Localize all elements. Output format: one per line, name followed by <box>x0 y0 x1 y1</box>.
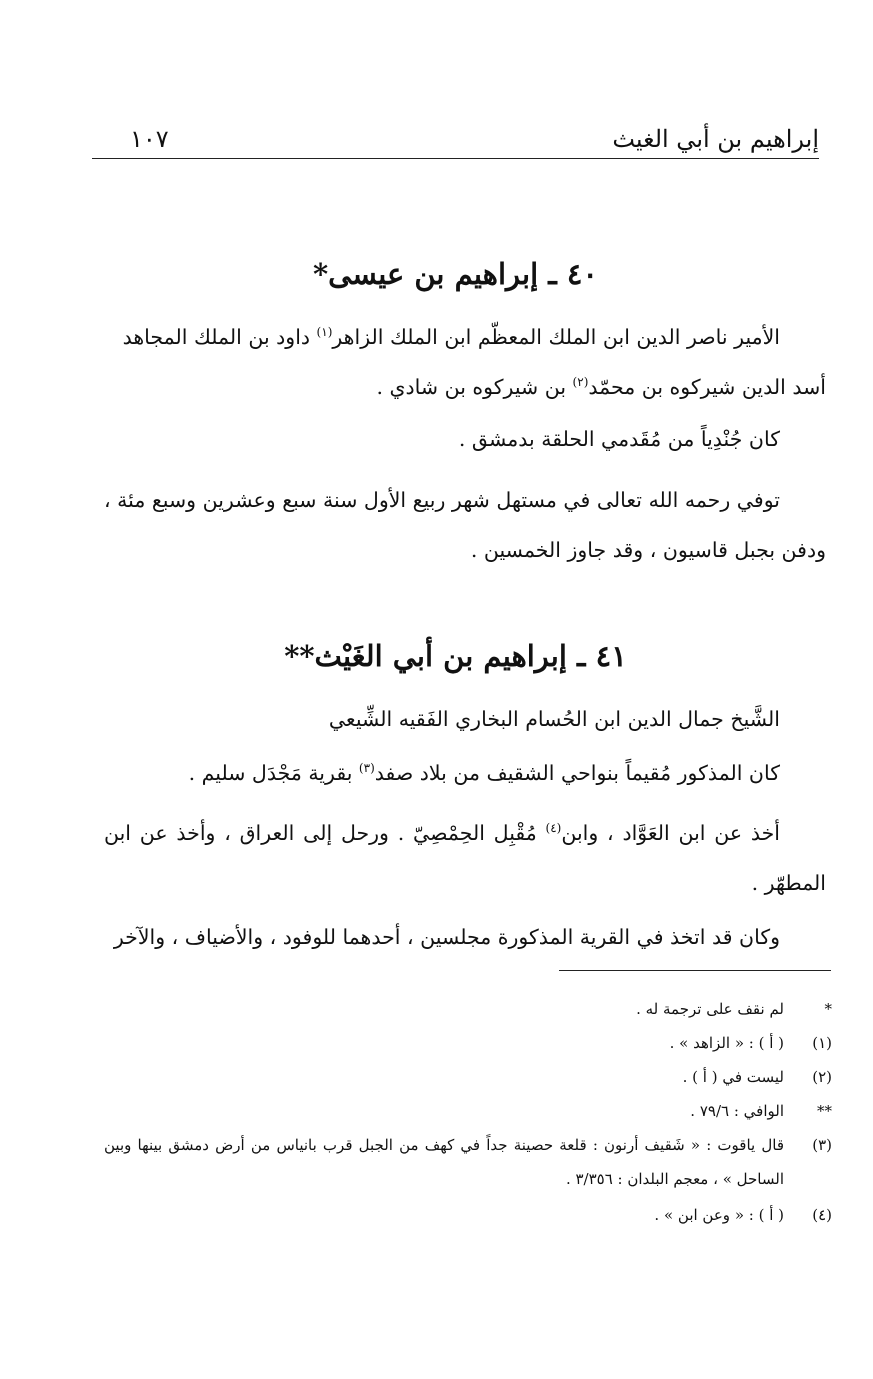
entry-40-paragraph: كان جُنْدِياً من مُقَدمي الحلقة بدمشق . <box>458 427 780 451</box>
text-run: كان المذكور مُقيماً بنواحي الشقيف من بلاد صفد <box>374 761 780 785</box>
footnote-text: لم نقف على ترجمة له . <box>636 1000 784 1018</box>
footnote-text: ليست في ( أ ) . <box>682 1068 784 1086</box>
entry-41-majlis-paragraph: وكان قد اتخذ في القرية المذكورة مجلسين ، أحدهما للوفود ، والأضياف ، والآخر <box>113 925 780 949</box>
header-rule <box>92 158 819 159</box>
text-run: داود بن الملك المجاهد <box>122 325 317 349</box>
footnote-text: ( أ ) : « وعن ابن » . <box>654 1206 784 1224</box>
running-title: إبراهيم بن أبي الغيث <box>612 125 819 153</box>
footnote-text: قال ياقوت : « شَقيف أرنون : قلعة حصينة جداً في كهف من الجبل قرب بانياس من أرض دمشق بينها وبين الساحل » ، معجم البلدان : ٣/٣٥٦ . <box>104 1136 784 1188</box>
footnote-item <box>104 992 832 1026</box>
footnote-mark: ** <box>817 1102 832 1120</box>
text-run: مُقْبِل الحِمْصِيّ . ورحل إلى العراق ، وأخذ عن ابن المطهّر . <box>104 821 826 895</box>
footnote-item <box>104 1026 832 1060</box>
entry-41-teachers-paragraph <box>104 808 826 908</box>
text-run: بن شيركوه بن شادي . <box>376 375 573 399</box>
footnote-mark: (٣) <box>812 1136 832 1154</box>
entry-40-death-paragraph: توفي رحمه الله تعالى في مستهل شهر ربيع الأول سنة سبع وعشرين وسبع مئة ، ودفن بجبل قاسيون ، وقد جاوز الخمسين . <box>104 488 826 562</box>
footnote-ref-1: (١) <box>316 325 333 340</box>
entry-40-lineage-paragraph-cont <box>104 362 826 412</box>
footnote-text: الوافي : ٧٩/٦ . <box>690 1102 784 1120</box>
footnote-mark: (١) <box>812 1034 832 1052</box>
text-run: أسد الدين شيركوه بن محمّد <box>588 375 826 399</box>
footnote-ref-4: (٤) <box>545 821 562 836</box>
running-header <box>92 124 819 158</box>
entry-41-residence-paragraph <box>104 748 826 798</box>
footnote-ref-2: (٢) <box>572 375 589 390</box>
entry-heading-40: ٤٠ ـ إبراهيم بن عيسى* <box>313 257 598 291</box>
footnote-mark: (٤) <box>812 1206 832 1224</box>
page-number: ١٠٧ <box>130 125 169 153</box>
text-run: الأمير ناصر الدين ابن الملك المعظّم ابن الملك الزاهر <box>332 325 780 349</box>
text-run: بقرية مَجْدَل سليم . <box>188 761 359 785</box>
footnote-item <box>104 1094 832 1128</box>
footnote-mark: * <box>824 1000 832 1018</box>
footnote-mark: (٢) <box>812 1068 832 1086</box>
footnote-rule <box>559 970 831 971</box>
text-run: أخذ عن ابن العَوَّاد ، وابن <box>561 821 780 845</box>
footnote-item <box>104 1128 832 1196</box>
footnote-item <box>104 1198 832 1232</box>
footnote-text: ( أ ) : « الزاهد » . <box>669 1034 784 1052</box>
entry-heading-41: ٤١ ـ إبراهيم بن أبي الغَيْث** <box>284 639 627 673</box>
entry-40-lineage-paragraph <box>104 312 826 362</box>
entry-41-title-paragraph: الشَّيخ جمال الدين ابن الحُسام البخاري الفَقيه الشِّيعي <box>328 707 780 731</box>
footnote-ref-3: (٣) <box>358 761 375 776</box>
footnote-item <box>104 1060 832 1094</box>
